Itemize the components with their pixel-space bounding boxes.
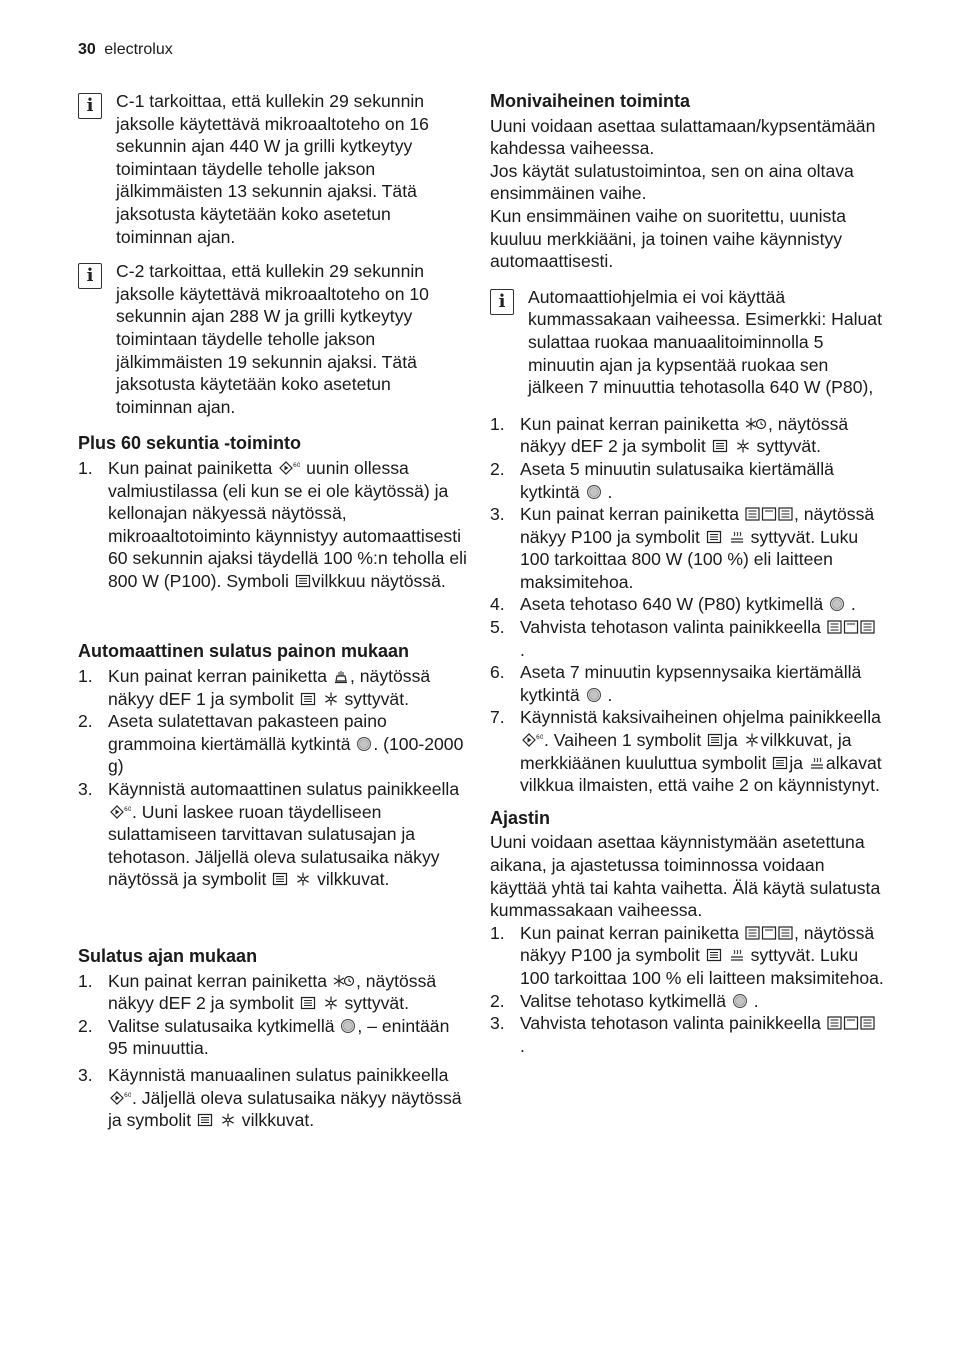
step-text: . [753, 990, 759, 1011]
step-text: . Jäljellä oleva sulatusaika näkyy näytössä ja symbolit [108, 1087, 462, 1131]
step-text: Käynnistä manuaalinen sulatus painikkeella [108, 1064, 449, 1085]
step-text: Käynnistä kaksivaiheinen ohjelma painikkeella [520, 707, 881, 728]
step-text: , näytössä näkyy P100 ja symbolit [520, 504, 875, 547]
list-item [490, 990, 885, 1013]
cooking-heat-icon [729, 947, 745, 963]
step-text: Kun painat kerran painiketta [520, 413, 740, 434]
step-number: 3. [78, 1064, 93, 1085]
step-number: 5. [490, 617, 505, 638]
step-number: 3. [490, 1013, 505, 1034]
step-number: 1. [490, 922, 505, 943]
defrost-icon [323, 691, 339, 707]
power-level-icon [827, 1015, 875, 1031]
time-defrost-icon [333, 973, 355, 989]
list-item [78, 457, 470, 593]
timer-steps [490, 922, 885, 1058]
defrost-icon [295, 871, 311, 887]
step-number: 3. [78, 779, 93, 800]
power-level-icon [745, 506, 793, 522]
info-note-multistage [490, 286, 885, 399]
defrost-icon [220, 1112, 236, 1128]
microwave-icon [295, 573, 311, 589]
multistage-para2: Jos käytät sulatustoimintoa, sen on aina oltava ensimmäinen vaihe. [490, 160, 854, 204]
step-text: Aseta 5 minuutin sulatusaika kiertämällä kytkintä [520, 458, 834, 502]
defrost-icon [323, 995, 339, 1011]
microwave-icon [300, 691, 316, 707]
step-text: vilkkuu näytössä. [311, 570, 446, 591]
step-number: 1. [78, 970, 93, 991]
control-knob-icon [356, 736, 372, 752]
control-knob-icon [586, 687, 602, 703]
start-plus60-icon [278, 460, 300, 476]
list-item [490, 922, 885, 990]
multistage-note-text: Automaattiohjelmia ei voi käyttää kummassakaan vaiheessa. Esimerkki: Haluat sulattaa ruokaa manuaalitoiminnolla 5 minuutin ajan ja kypsentää ruokaa sen jälkeen 7 minuuttia tehotasolla 640 W (P80), [528, 286, 882, 398]
step-text: Valitse sulatusaika kytkimellä [108, 1015, 335, 1036]
list-item [490, 458, 885, 503]
step-text: Valitse tehotaso kytkimellä [520, 990, 727, 1011]
plus60-heading: Plus 60 sekuntia -toiminto [78, 433, 302, 454]
plus60-steps [78, 457, 470, 593]
step-text: . Uuni laskee ruoan täydelliseen sulattamiseen tarvittavan sulatusajan ja tehotason. Jäljellä oleva sulatusaika näkyy näytössä ja symbolit [108, 801, 440, 890]
step-text: . (100-2000 g) [108, 733, 464, 777]
step-number: 4. [490, 594, 505, 615]
control-knob-icon [732, 993, 748, 1009]
multistage-para3: Kun ensimmäinen vaihe on suoritettu, uunista kuuluu merkkiääni, ja toinen vaihe käynnistyy automaattisesti. [490, 205, 846, 272]
microwave-icon [707, 732, 723, 748]
note-c2-text: C-2 tarkoittaa, että kullekin 29 sekunnin jaksolle käytettävä mikroaaltoteho on 10 sekunnin ajan 288 W ja grilli kytkeytyy toimintaan täydelle teholle jakson jälkimmäisten 19 sekunnin ajaksi. Tätä jaksotusta käytetään koko asetetun toiminnan ajan. [116, 261, 429, 417]
cooking-heat-icon [809, 755, 825, 771]
cooking-heat-icon [729, 529, 745, 545]
step-text: vilkkuvat. [241, 1110, 315, 1131]
step-text: Kun painat kerran painiketta [520, 504, 740, 525]
info-note-c1 [78, 90, 470, 248]
control-knob-icon [829, 596, 845, 612]
note-c1-text: C-1 tarkoittaa, että kullekin 29 sekunnin jaksolle käytettävä mikroaaltoteho on 16 sekunnin ajan 440 W ja grilli kytkeytyy toimintaan täydelle teholle jakson jälkimmäisten 13 sekunnin ajaksi. Tätä jaksotusta käytetään koko asetetun toiminnan ajan. [116, 91, 429, 247]
timedefrost-heading: Sulatus ajan mukaan [78, 946, 258, 966]
step-text: Aseta sulatettavan pakasteen paino grammoina kiertämällä kytkintä [108, 711, 387, 754]
start-plus60-icon [109, 1090, 131, 1106]
step-number: 1. [78, 457, 93, 478]
power-level-icon [827, 619, 875, 635]
step-text: Kun painat kerran painiketta [520, 922, 740, 943]
power-level-icon [745, 925, 793, 941]
step-text: alkavat vilkkua ilmaisten, että vaihe 2 on käynnistynyt. [520, 752, 882, 796]
list-item [78, 1015, 470, 1060]
page-number: 30 [78, 41, 96, 58]
step-text: vilkkuvat, ja merkkiäänen kuuluttua symbolit [520, 730, 852, 773]
step-number: 7. [490, 707, 505, 728]
step-text: syttyvät. Luku 100 tarkoittaa 100 % eli laitteen maksimitehoa. [520, 945, 884, 988]
step-text: Aseta 7 minuutin kypsennysaika kiertämällä kytkintä [520, 662, 862, 705]
step-text: . [520, 1035, 525, 1056]
timer-heading: Ajastin [490, 807, 551, 828]
autodefrost-steps [78, 665, 470, 891]
microwave-icon [272, 871, 288, 887]
step-text: syttyvät. [344, 688, 409, 709]
list-item [490, 413, 885, 458]
start-plus60-icon [521, 732, 543, 748]
step-text: vilkkuvat. [317, 869, 390, 890]
list-item [78, 778, 470, 891]
multistage-steps [490, 413, 885, 797]
autodefrost-heading: Automaattinen sulatus painon mukaan [78, 641, 410, 662]
list-item [78, 710, 470, 778]
microwave-icon [300, 995, 316, 1011]
page-header [78, 40, 173, 60]
step-text: Aseta tehotaso 640 W (P80) kytkimellä [520, 594, 824, 615]
microwave-icon [706, 947, 722, 963]
step-text: ja [789, 752, 804, 773]
info-icon: i [78, 93, 102, 119]
step-number: 1. [78, 666, 93, 687]
step-text: Vahvista tehotason valinta painikkeella [520, 617, 821, 638]
list-item [490, 1012, 885, 1057]
step-text: . [520, 639, 525, 660]
step-text: syttyvät. [756, 436, 821, 457]
step-text: . [607, 684, 613, 705]
timer-para: Uuni voidaan asettaa käynnistymään asetettuna aikana, ja ajastetussa toiminnossa voidaan käyttää yhtä tai kahta vaihetta. Älä käytä sulatusta kummassakaan vaiheessa. [490, 832, 881, 921]
step-number: 6. [490, 662, 505, 683]
step-text: . Vaiheen 1 symbolit [544, 730, 702, 751]
multistage-para1: Uuni voidaan asettaa sulattamaan/kypsentämään kahdessa vaiheessa. [490, 115, 876, 159]
step-text: syttyvät. [344, 993, 409, 1014]
step-text: Käynnistä automaattinen sulatus painikkeella [108, 779, 460, 800]
defrost-icon [744, 732, 760, 748]
info-icon: i [490, 289, 514, 315]
list-item [490, 593, 885, 616]
step-text: Kun painat painiketta [108, 457, 273, 478]
step-text: , – enintään 95 minuuttia. [108, 1015, 450, 1059]
step-number: 2. [490, 990, 505, 1011]
step-text: . [850, 594, 856, 615]
step-text: Kun painat kerran painiketta [108, 970, 328, 991]
list-item [78, 665, 470, 710]
step-text: Vahvista tehotason valinta painikkeella [520, 1013, 821, 1034]
defrost-icon [735, 438, 751, 454]
info-icon: i [78, 263, 102, 289]
step-text: ja [724, 730, 738, 751]
step-text: , näytössä näkyy dEF 2 ja symbolit [108, 970, 437, 1014]
info-note-c2 [78, 260, 470, 418]
step-number: 2. [78, 1015, 93, 1036]
microwave-icon [712, 438, 728, 454]
step-number: 2. [490, 458, 505, 479]
microwave-icon [772, 755, 788, 771]
step-text: , näytössä näkyy dEF 1 ja symbolit [108, 666, 431, 709]
microwave-icon [706, 529, 722, 545]
microwave-icon [197, 1112, 213, 1128]
time-defrost-icon [745, 416, 767, 432]
step-number: 2. [78, 711, 93, 732]
step-number: 3. [490, 504, 505, 525]
step-text: uunin ollessa valmiustilassa (eli kun se ei ole käytössä) ja kellonajan näkyessä näytössä, mikroaaltotoiminto käynnistyy automaattisesti 60 sekunnin ajaksi täydellä 100 %:n teholla eli 800 W (P100). Symboli [108, 457, 467, 591]
control-knob-icon [340, 1018, 356, 1034]
list-item [490, 706, 885, 796]
list-item [78, 1064, 470, 1132]
step-text: , näytössä näkyy dEF 2 ja symbolit [520, 413, 849, 457]
right-column [490, 90, 885, 1057]
auto-defrost-weight-icon [333, 668, 349, 684]
step-text: Kun painat kerran painiketta [108, 666, 328, 687]
step-text: . [607, 481, 613, 502]
list-item [78, 970, 470, 1015]
step-text: syttyvät. Luku 100 tarkoittaa 800 W (100 %) eli laitteen maksimitehoa. [520, 526, 859, 592]
list-item [490, 661, 885, 706]
brand-name: electrolux [104, 41, 173, 58]
multistage-heading: Monivaiheinen toiminta [490, 91, 691, 111]
list-item [490, 616, 885, 661]
control-knob-icon [586, 484, 602, 500]
list-item [490, 503, 885, 593]
step-text: , näytössä näkyy P100 ja symbolit [520, 922, 875, 966]
start-plus60-icon [109, 804, 131, 820]
left-column [78, 90, 470, 1132]
step-number: 1. [490, 413, 505, 434]
timedefrost-steps [78, 970, 470, 1132]
